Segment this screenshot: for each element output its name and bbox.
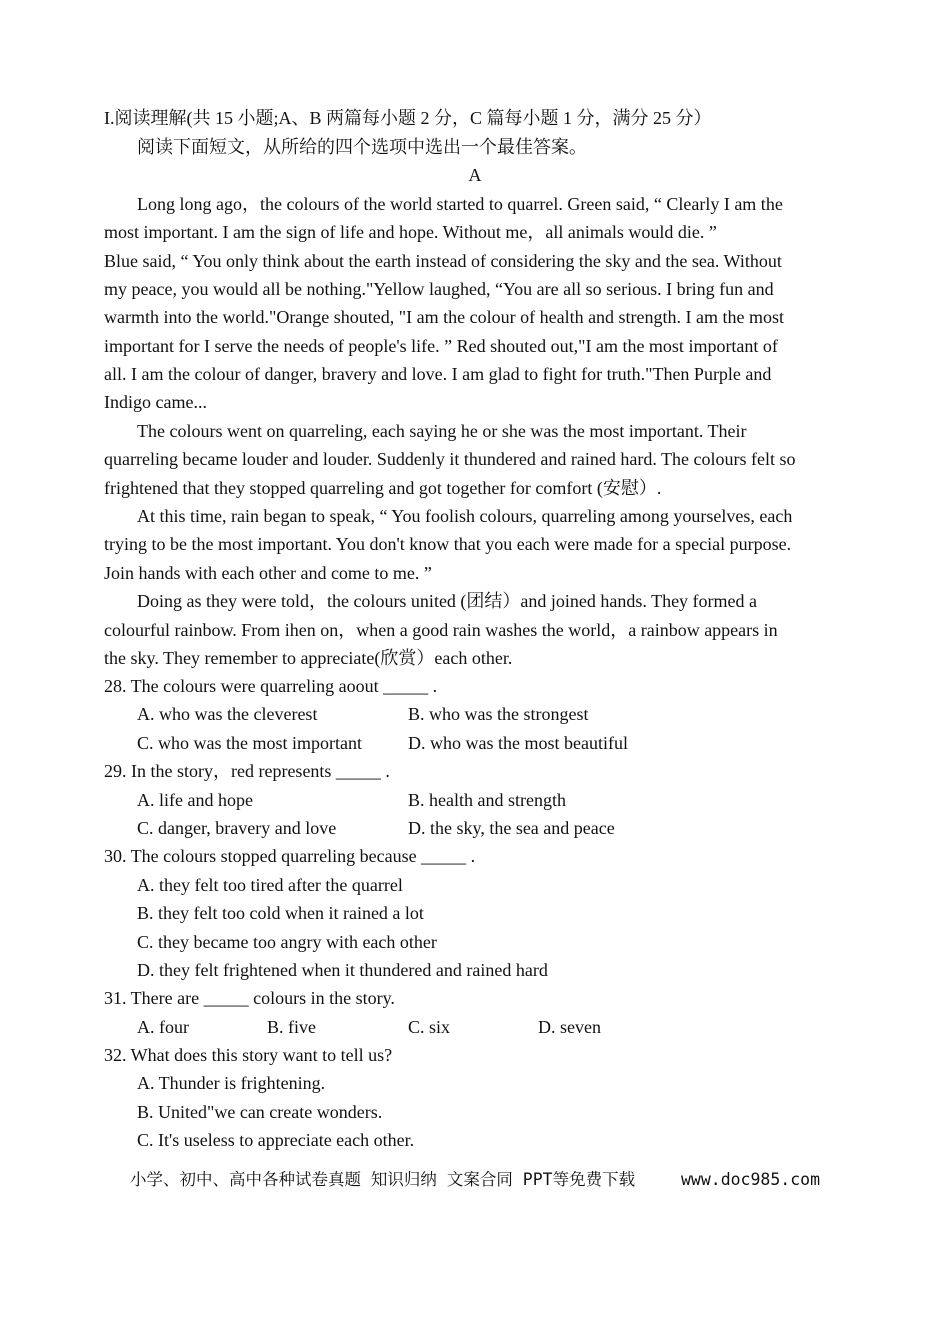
- answer-option: C. who was the most important: [137, 733, 362, 753]
- answer-option: A. Thunder is frightening.: [137, 1073, 326, 1093]
- answer-option: C. danger, bravery and love: [137, 818, 337, 838]
- passage-line: the sky. They remember to appreciate(欣赏）each other.: [104, 648, 513, 668]
- answer-option: C. they became too angry with each other: [137, 932, 437, 952]
- footer-promo-text: 小学、初中、高中各种试卷真题 知识归纳 文案合同 PPT等免费下载: [129, 1170, 636, 1189]
- passage-line: most important. I am the sign of life and hope. Without me，all animals would die. ”: [104, 222, 717, 242]
- answer-option: C. It's useless to appreciate each other.: [137, 1130, 415, 1150]
- passage-line: warmth into the world."Orange shouted, "I am the colour of health and strength. I am the most: [104, 307, 785, 327]
- answer-option: B. who was the strongest: [408, 704, 589, 724]
- answer-option: D. who was the most beautiful: [408, 733, 628, 753]
- answer-option: B. they felt too cold when it rained a lot: [137, 903, 424, 923]
- passage-line: At this time, rain began to speak, “ You foolish colours, quarreling among yourselves, each: [137, 506, 793, 526]
- passage-line: colourful rainbow. From ihen on，when a good rain washes the world，a rainbow appears in: [104, 620, 778, 640]
- answer-option: A. four: [137, 1017, 189, 1037]
- answer-option: B. health and strength: [408, 790, 566, 810]
- page-footer: [0, 1166, 950, 1194]
- answer-option: B. five: [267, 1017, 316, 1037]
- answer-option: D. seven: [538, 1017, 601, 1037]
- passage-line: frightened that they stopped quarreling and got together for comfort (安慰）.: [104, 478, 662, 498]
- footer-url-link[interactable]: www.doc985.com: [680, 1170, 821, 1189]
- section-title: I.阅读理解(共 15 小题;A、B 两篇每小题 2 分，C 篇每小题 1 分，满分 25 分）: [104, 108, 712, 128]
- passage-line: trying to be the most important. You don't know that you each were made for a special purpose.: [104, 534, 792, 554]
- answer-option: C. six: [408, 1017, 451, 1037]
- question-stem: 31. There are _____ colours in the story.: [104, 988, 395, 1008]
- question-stem: 30. The colours stopped quarreling because _____ .: [104, 846, 476, 866]
- passage-line: Blue said, “ You only think about the earth instead of considering the sky and the sea. Without: [104, 251, 782, 271]
- question-stem: 32. What does this story want to tell us?: [104, 1045, 393, 1065]
- passage-line: Indigo came...: [104, 392, 207, 412]
- answer-option: A. they felt too tired after the quarrel: [137, 875, 403, 895]
- answer-option: B. United"we can create wonders.: [137, 1102, 383, 1122]
- instruction-text: 阅读下面短文，从所给的四个选项中选出一个最佳答案。: [137, 137, 587, 157]
- answer-option: D. they felt frightened when it thundered and rained hard: [137, 960, 548, 980]
- passage-label: A: [468, 165, 482, 185]
- question-stem: 29. In the story，red represents _____ .: [104, 761, 390, 781]
- passage-line: important for I serve the needs of people's life. ” Red shouted out,"I am the most important of: [104, 336, 778, 356]
- passage-line: The colours went on quarreling, each saying he or she was the most important. Their: [137, 421, 747, 441]
- passage-line: Join hands with each other and come to me. ”: [104, 563, 432, 583]
- question-stem: 28. The colours were quarreling aoout _____ .: [104, 676, 438, 696]
- passage-line: Doing as they were told，the colours united (团结）and joined hands. They formed a: [137, 591, 758, 611]
- passage-line: quarreling became louder and louder. Suddenly it thundered and rained hard. The colours felt so: [104, 449, 796, 469]
- answer-option: D. the sky, the sea and peace: [408, 818, 615, 838]
- passage-line: Long long ago，the colours of the world started to quarrel. Green said, “ Clearly I am the: [137, 194, 783, 214]
- answer-option: A. who was the cleverest: [137, 704, 318, 724]
- answer-option: A. life and hope: [137, 790, 253, 810]
- passage-line: my peace, you would all be nothing."Yellow laughed, “You are all so serious. I bring fun and: [104, 279, 774, 299]
- passage-line: all. I am the colour of danger, bravery and love. I am glad to fight for truth."Then Purple and: [104, 364, 772, 384]
